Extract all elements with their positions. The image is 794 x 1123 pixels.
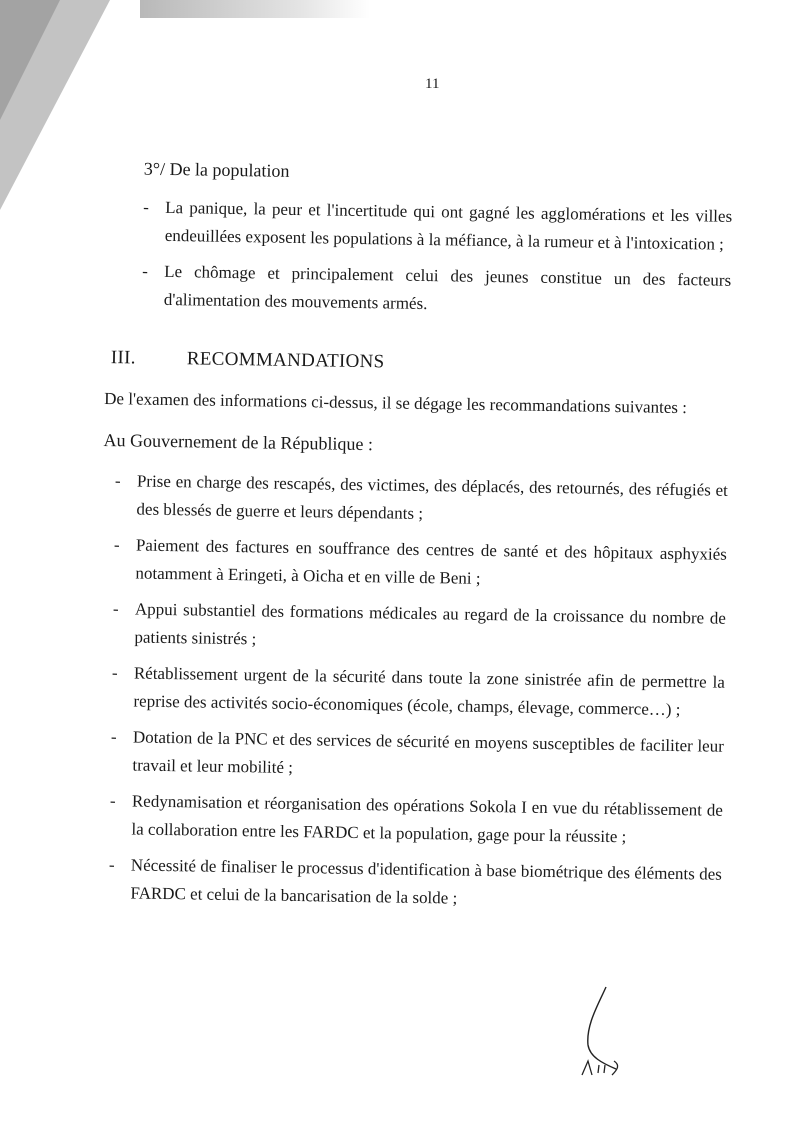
list-item: - Le chômage et principalement celui des jeunes constitue un des facteurs d'alimentation des mouvements armés. <box>106 257 732 323</box>
page-number: 11 <box>425 76 440 92</box>
bullet-dash: - <box>111 663 118 683</box>
bullet-dash: - <box>143 197 150 217</box>
section-number: III. <box>110 347 136 369</box>
list-item: - La panique, la peur et l'incertitude qui ont gagné les agglomérations et les villes endeuillées exposent les populations à la méfiance, à la rumeur et à l'intoxication ; <box>107 193 733 259</box>
document-body <box>96 158 733 925</box>
bullet-dash: - <box>110 727 117 747</box>
list-item: - Paiement des factures en souffrance des centres de santé et des hôpitaux asphyxiés notamment à Eringeti, à Oicha et en ville de Beni ; <box>101 531 727 597</box>
bullet-dash: - <box>109 791 116 811</box>
list-item: - Redynamisation et réorganisation des opérations Sokola I en vue du rétablissement de la collaboration entre les FARDC et la population, gage pour la réussite ; <box>97 787 723 853</box>
population-list <box>106 193 733 323</box>
bullet-dash: - <box>114 471 121 491</box>
population-section-title: 3°/ De la population <box>143 158 290 181</box>
recommendations-heading <box>111 347 730 379</box>
list-item: - Prise en charge des rescapés, des victimes, des déplacés, des retournés, des réfugiés et des blessés de guerre et leurs dépendants ; <box>102 467 728 533</box>
handwritten-mark-icon <box>568 985 638 1080</box>
bullet-dash: - <box>112 599 119 619</box>
scan-top-streak <box>140 0 370 18</box>
list-item: - Appui substantiel des formations médicales au regard de la croissance du nombre de patients sinistrés ; <box>100 595 726 661</box>
bullet-dash: - <box>113 535 120 555</box>
section-title: RECOMMANDATIONS <box>186 348 385 373</box>
list-item: - Dotation de la PNC et des services de sécurité en moyens susceptibles de faciliter leur travail et leur mobilité ; <box>98 723 724 789</box>
scan-corner-shadow-dark <box>0 0 60 120</box>
bullet-dash: - <box>142 261 149 281</box>
addressee-heading: Au Gouvernement de la République : <box>103 429 374 455</box>
recommendations-intro: De l'examen des informations ci-dessus, il se dégage les recommandations suivantes : <box>104 388 688 418</box>
list-item: - Nécessité de finaliser le processus d'identification à base biométrique des éléments des FARDC et celui de la bancarisation de la solde ; <box>96 851 722 917</box>
recommendations-list <box>96 467 728 917</box>
bullet-dash: - <box>108 855 115 875</box>
list-item: - Rétablissement urgent de la sécurité dans toute la zone sinistrée afin de permettre la reprise des activités socio-économiques (école, champs, élevage, commerce…) ; <box>99 659 725 725</box>
